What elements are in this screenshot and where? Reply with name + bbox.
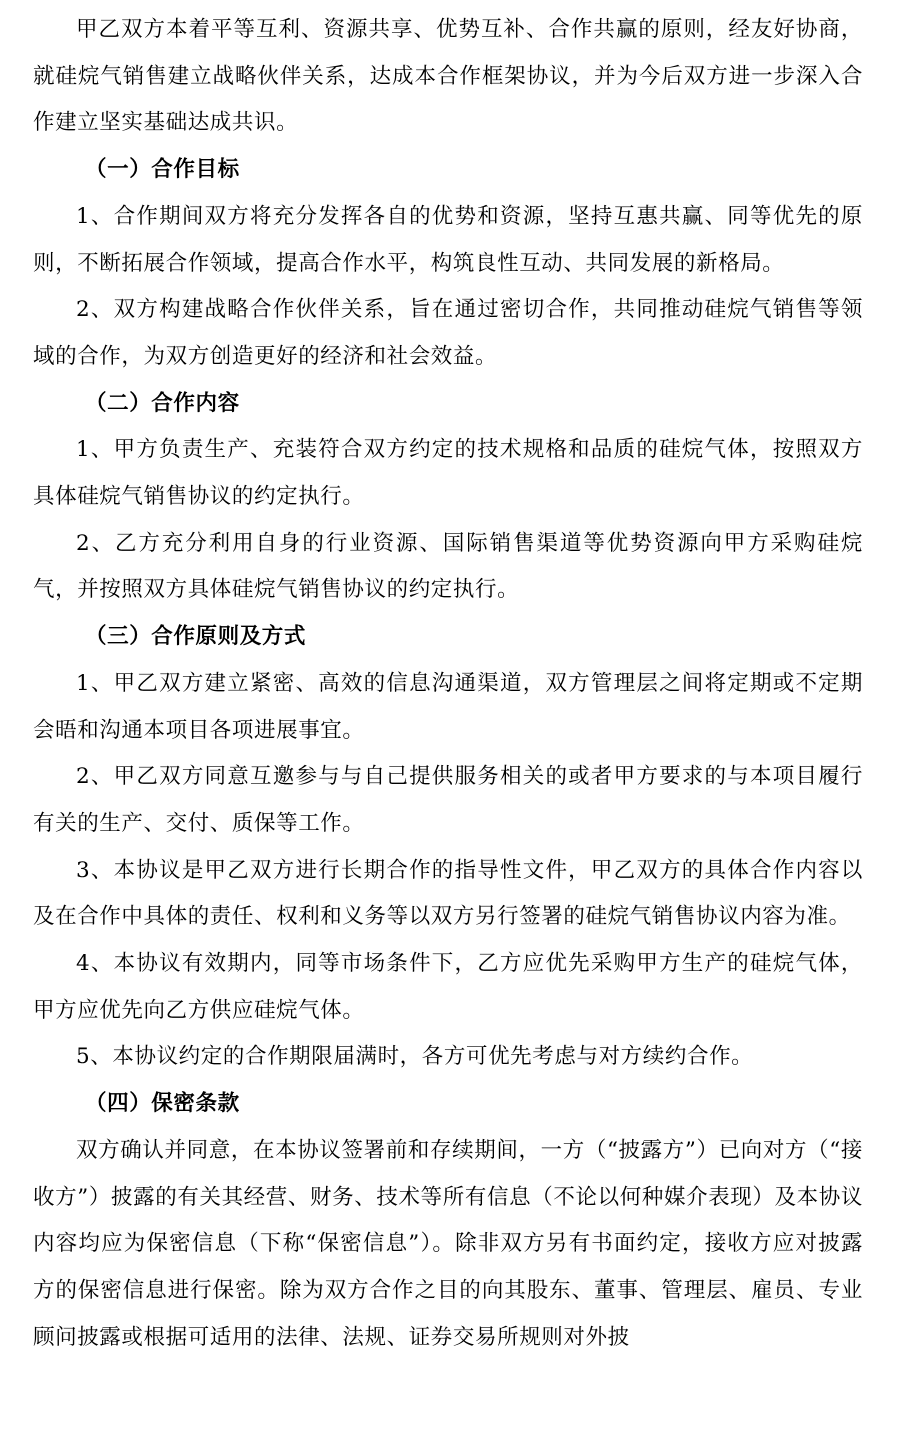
clause-paragraph: 2、乙方充分利用自身的行业资源、国际销售渠道等优势资源向甲方采购硅烷气，并按照双方具体硅烷气销售协议的约定执行。: [33, 530, 863, 603]
section-content: [33, 381, 863, 615]
clause-paragraph: 双方确认并同意，在本协议签署前和存续期间，一方（“披露方”）已向对方（“接收方”）披露的有关其经营、财务、技术等所有信息（不论以何种媒介表现）及本协议内容均应为保密信息（下称“保密信息”）。除非双方另有书面约定，接收方应对披露方的保密信息进行保密。除为双方合作之目的向其股东、董事、管理层、雇员、专业顾问披露或根据可适用的法律、法规、证券交易所规则对外披: [33, 1137, 863, 1350]
clause-paragraph: 2、双方构建战略合作伙伴关系，旨在通过密切合作，共同推动硅烷气销售等领域的合作，为双方创造更好的经济和社会效益。: [33, 297, 863, 369]
section-heading: （四）保密条款: [85, 1091, 240, 1117]
intro-paragraph: 甲乙双方本着平等互利、资源共享、优势互补、合作共赢的原则，经友好协商，就硅烷气销售建立战略伙伴关系，达成本合作框架协议，并为今后双方进一步深入合作建立坚实基础达成共识。: [33, 17, 863, 136]
section-heading: （三）合作原则及方式: [85, 624, 307, 650]
clause-paragraph: 2、甲乙双方同意互邀参与与自己提供服务相关的或者甲方要求的与本项目履行有关的生产、交付、质保等工作。: [33, 764, 863, 836]
section-goals: [33, 147, 863, 381]
clause-paragraph: 4、本协议有效期内，同等市场条件下，乙方应优先采购甲方生产的硅烷气体，甲方应优先向乙方供应硅烷气体。: [33, 951, 863, 1023]
document-page: [33, 7, 863, 1361]
section-confidentiality: [33, 1081, 863, 1361]
clause-paragraph: 1、合作期间双方将充分发挥各自的优势和资源，坚持互惠共赢、同等优先的原则，不断拓展合作领域，提高合作水平，构筑良性互动、共同发展的新格局。: [33, 203, 863, 276]
section-heading: （二）合作内容: [85, 390, 240, 416]
clause-paragraph: 1、甲乙双方建立紧密、高效的信息沟通渠道，双方管理层之间将定期或不定期会晤和沟通本项目各项进展事宜。: [33, 670, 863, 743]
clause-paragraph: 3、本协议是甲乙双方进行长期合作的指导性文件，甲乙双方的具体合作内容以及在合作中具体的责任、权利和义务等以双方另行签署的硅烷气销售协议内容为准。: [33, 857, 863, 930]
clause-paragraph: 1、甲方负责生产、充装符合双方约定的技术规格和品质的硅烷气体，按照双方具体硅烷气销售协议的约定执行。: [33, 437, 863, 510]
clause-paragraph: 5、本协议约定的合作期限届满时，各方可优先考虑与对方续约合作。: [76, 1044, 754, 1070]
section-principles: [33, 614, 863, 1081]
section-heading: （一）合作目标: [85, 157, 240, 183]
